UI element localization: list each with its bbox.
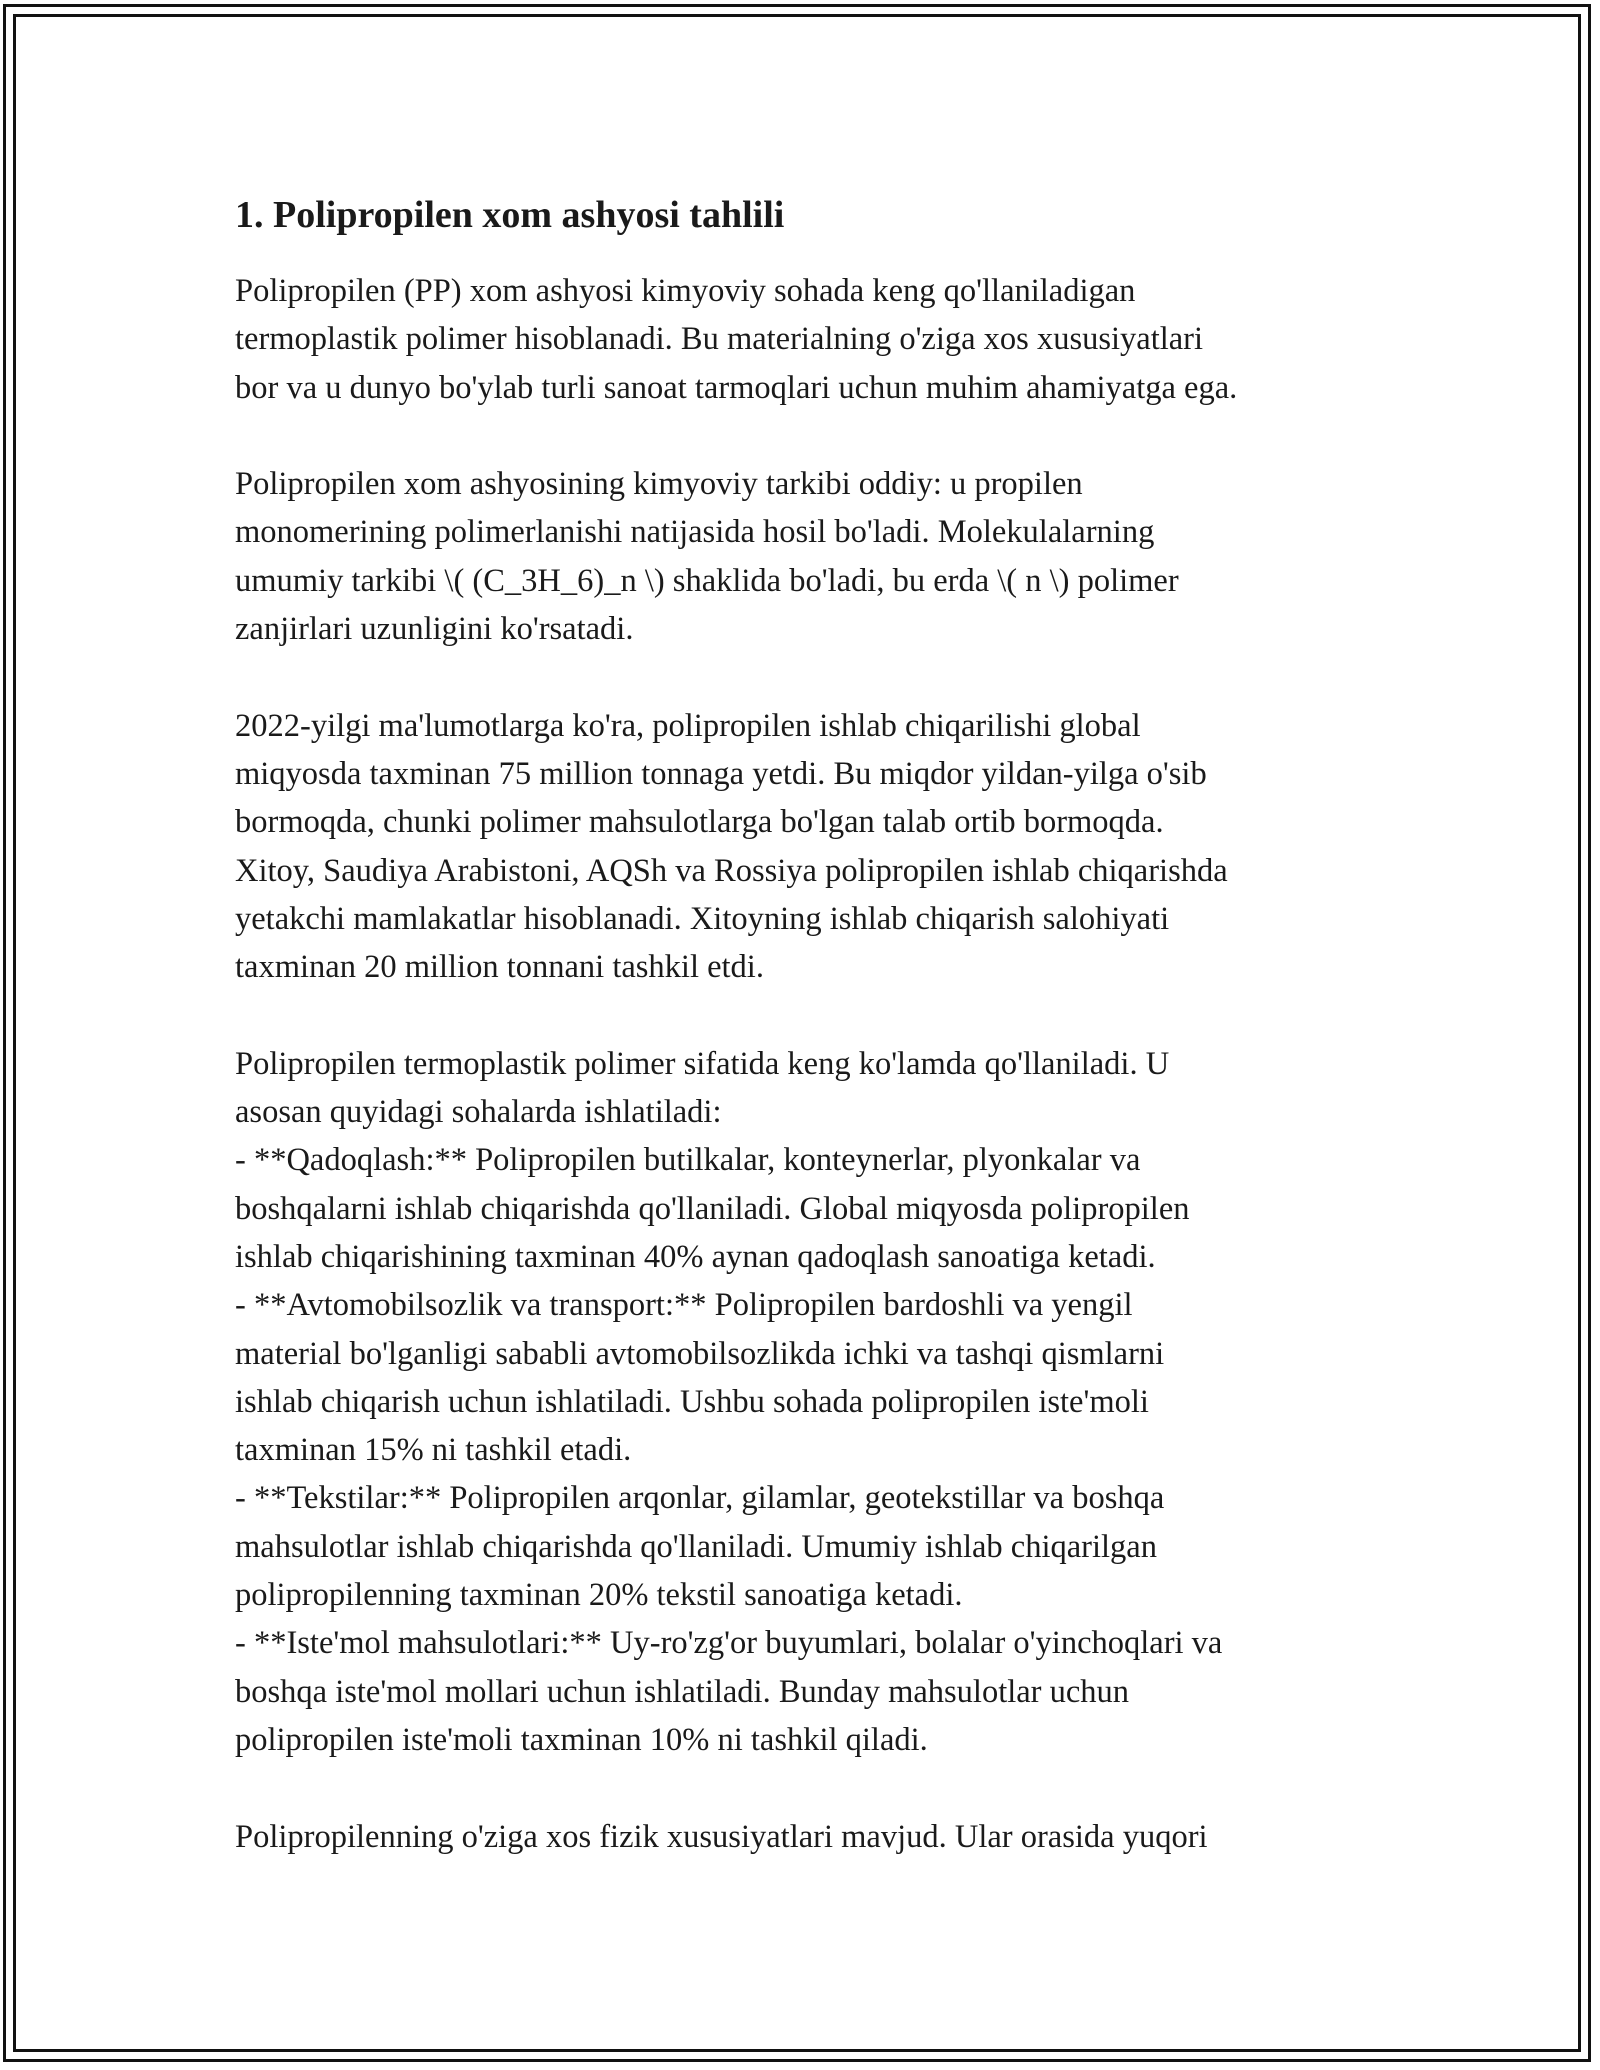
text-line: Xitoy, Saudiya Arabistoni, AQSh va Rossiya polipropilen ishlab chiqarishda [235, 852, 1228, 889]
document-body [235, 185, 1375, 1909]
paragraph-production [235, 702, 1375, 992]
text-line: Polipropilenning o'ziga xos fizik xususiyatlari mavjud. Ular orasida yuqori [235, 1818, 1208, 1855]
paragraph-physical-properties [235, 1813, 1375, 1861]
text-line: ishlab chiqarishining taxminan 40% aynan qadoqlash sanoatiga ketadi. [235, 1238, 1156, 1275]
text-line: umumiy tarkibi \( (C_3H_6)_n \) shaklida bo'ladi, bu erda \( n \) polimer [235, 562, 1179, 599]
text-line: ishlab chiqarish uchun ishlatiladi. Ushbu sohada polipropilen iste'moli [235, 1383, 1149, 1420]
text-line: boshqalarni ishlab chiqarishda qo'llaniladi. Global miqyosda polipropilen [235, 1190, 1190, 1227]
text-line: Polipropilen (PP) xom ashyosi kimyoviy sohada keng qo'llaniladigan [235, 273, 1136, 309]
list-item-consumer-goods: - **Iste'mol mahsulotlari:** Uy-ro'zg'or buyumlari, bolalar o'yinchoqlari va [235, 1625, 1223, 1662]
text-line: bormoqda, chunki polimer mahsulotlarga bo'lgan talab ortib bormoqda. [235, 804, 1164, 841]
text-line: yetakchi mamlakatlar hisoblanadi. Xitoyning ishlab chiqarish salohiyati [235, 900, 1170, 937]
text-line: asosan quyidagi sohalarda ishlatiladi: [235, 1094, 722, 1131]
text-line: mahsulotlar ishlab chiqarishda qo'llaniladi. Umumiy ishlab chiqarilgan [235, 1528, 1157, 1565]
text-line: polipropilen iste'moli taxminan 10% ni tashkil qiladi. [235, 1721, 928, 1758]
text-line: monomerining polimerlanishi natijasida hosil bo'ladi. Molekulalarning [235, 514, 1155, 551]
text-line: boshqa iste'mol mollari uchun ishlatiladi. Bunday mahsulotlar uchun [235, 1673, 1130, 1710]
text-line: taxminan 15% ni tashkil etadi. [235, 1432, 632, 1469]
section-heading: 1. Polipropilen xom ashyosi tahlili [235, 194, 785, 236]
text-line: bor va u dunyo bo'ylab turli sanoat tarmoqlari uchun muhim ahamiyatga ega. [235, 369, 1238, 406]
list-item-textiles: - **Tekstilar:** Polipropilen arqonlar, gilamlar, geotekstillar va boshqa [235, 1480, 1165, 1517]
text-line: miqyosda taxminan 75 million tonnaga yetdi. Bu miqdor yildan-yilga o'sib [235, 755, 1207, 792]
paragraph-intro [235, 267, 1375, 412]
text-line: 2022-yilgi ma'lumotlarga ko'ra, polipropilen ishlab chiqarilishi global [235, 707, 1141, 744]
paragraph-composition [235, 460, 1375, 653]
text-line: zanjirlari uzunligini ko'rsatadi. [235, 611, 634, 648]
list-item-packaging: - **Qadoqlash:** Polipropilen butilkalar, konteynerlar, plyonkalar va [235, 1142, 1141, 1179]
text-line: material bo'lganligi sababli avtomobilsozlikda ichki va tashqi qismlarni [235, 1335, 1165, 1372]
text-line: polipropilenning taxminan 20% tekstil sanoatiga ketadi. [235, 1577, 963, 1614]
text-line: Polipropilen termoplastik polimer sifatida keng ko'lamda qo'llaniladi. U [235, 1045, 1170, 1082]
text-line: termoplastik polimer hisoblanadi. Bu materialning o'ziga xos xususiyatlari [235, 321, 1204, 358]
text-line: Polipropilen xom ashyosining kimyoviy tarkibi oddiy: u propilen [235, 466, 1083, 503]
text-line: taxminan 20 million tonnani tashkil etdi. [235, 949, 764, 986]
paragraph-applications [235, 1040, 1375, 1764]
list-item-automotive: - **Avtomobilsozlik va transport:** Polipropilen bardoshli va yengil [235, 1287, 1133, 1324]
